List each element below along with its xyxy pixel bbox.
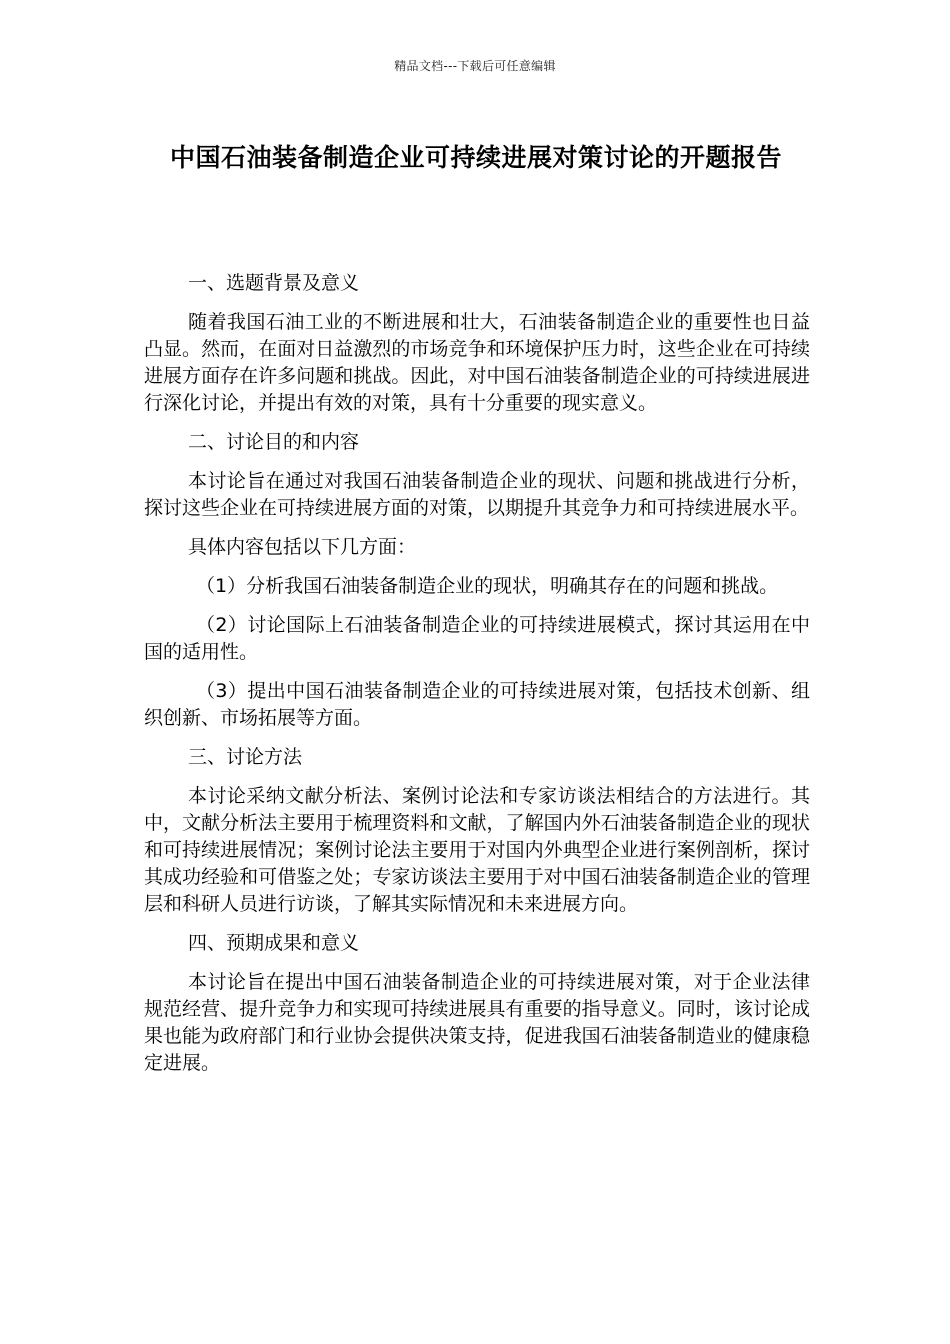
header-note: 精品文档---下载后可任意编辑 <box>394 59 556 73</box>
paragraph-content-intro: 具体内容包括以下几方面： <box>188 536 417 558</box>
content-item-1: （1）分析我国石油装备制造企业的现状，明确其存在的问题和挑战。 <box>196 575 779 597</box>
paragraph-background: 随着我国石油工业的不断进展和壮大，石油装备制造企业的重要性也日益凸显。然而，在面对日益激烈的市场竞争和环境保护压力时，这些企业在可持续进展方面存在许多问题和挑战。因此，对中国石油装备制造企业的可持续进展进行深化讨论，并提出有效的对策，具有十分重要的现实意义。 <box>144 311 810 414</box>
paragraph-purpose: 本讨论旨在通过对我国石油装备制造企业的现状、问题和挑战进行分析，探讨这些企业在可持续进展方面的对策，以期提升其竞争力和可持续进展水平。 <box>144 470 810 519</box>
section-heading-purpose: 二、讨论目的和内容 <box>188 431 360 453</box>
paragraph-method: 本讨论采纳文献分析法、案例讨论法和专家访谈法相结合的方法进行。其中，文献分析法主要用于梳理资料和文献，了解国内外石油装备制造企业的现状和可持续进展情况；案例讨论法主要用于对国内外典型企业进行案例剖析，探讨其成功经验和可借鉴之处；专家访谈法主要用于对中国石油装备制造企业的管理层和科研人员进行访谈，了解其实际情况和未来进展方向。 <box>144 785 810 915</box>
content-item-3: （3）提出中国石油装备制造企业的可持续进展对策，包括技术创新、组织创新、市场拓展等方面。 <box>144 680 810 729</box>
section-heading-outcome: 四、预期成果和意义 <box>188 932 360 954</box>
section-heading-method: 三、讨论方法 <box>188 746 303 768</box>
paragraph-outcome: 本讨论旨在提出中国石油装备制造企业的可持续进展对策，对于企业法律规范经营、提升竞争力和实现可持续进展具有重要的指导意义。同时，该讨论成果也能为政府部门和行业协会提供决策支持，促进我国石油装备制造业的健康稳定进展。 <box>144 971 810 1074</box>
content-item-2: （2）讨论国际上石油装备制造企业的可持续进展模式，探讨其运用在中国的适用性。 <box>144 614 810 663</box>
document-body <box>144 270 810 1089</box>
section-heading-background: 一、选题背景及意义 <box>188 272 360 294</box>
document-title: 中国石油装备制造企业可持续进展对策讨论的开题报告 <box>169 143 782 172</box>
